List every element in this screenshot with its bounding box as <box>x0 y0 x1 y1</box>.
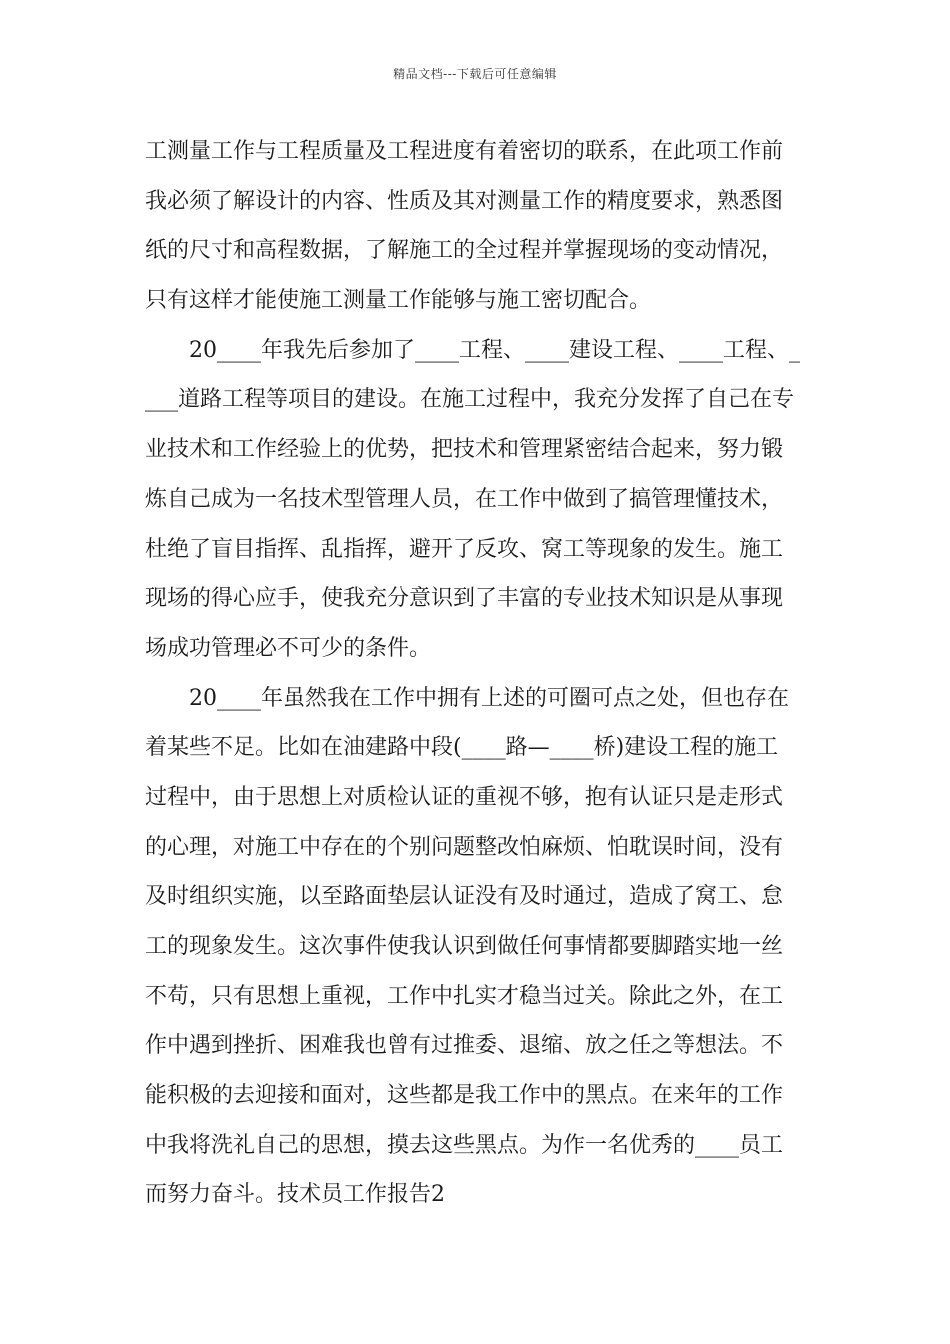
text-line: 场成功管理必不可少的条件。 <box>145 635 432 661</box>
text-line: 杜绝了盲目指挥、乱指挥，避开了反攻、窝工等现象的发生。施工 <box>145 536 784 562</box>
text-line: 工测量工作与工程质量及工程进度有着密切的联系，在此项工作前 <box>145 139 784 164</box>
text-line: 中我将洗礼自己的思想，摸去这些黑点。为作一名优秀的____员工 <box>145 1132 784 1158</box>
text-line: 过程中，由于思想上对质检认证的重视不够，抱有认证只是走形式 <box>145 784 784 810</box>
text-line: 不苟，只有思想上重视，工作中扎实才稳当过关。除此之外，在工 <box>145 983 784 1009</box>
text-line: 20____年我先后参加了____工程、____建设工程、____工程、_ <box>189 337 800 363</box>
text-line: 业技术和工作经验上的优势，把技术和管理紧密结合起来，努力锻 <box>145 437 784 463</box>
text-line: 作中遇到挫折、困难我也曾有过推委、退缩、放之任之等想法。不 <box>145 1033 784 1059</box>
text-line: 纸的尺寸和高程数据，了解施工的全过程并掌握现场的变动情况， <box>145 238 784 264</box>
text-line: 的心理，对施工中存在的个别问题整改怕麻烦、怕耽误时间，没有 <box>145 834 784 860</box>
document-body <box>145 132 810 1225</box>
paragraph-3 <box>145 679 810 1226</box>
text-line: 只有这样才能使施工测量工作能够与施工密切配合。 <box>145 288 652 314</box>
text-line: 20____年虽然我在工作中拥有上述的可圈可点之处，但也存在 <box>189 685 789 711</box>
text-line: 工的现象发生。这次事件使我认识到做任何事情都要脚踏实地一丝 <box>145 934 784 959</box>
paragraph-1 <box>145 132 810 331</box>
paragraph-2 <box>145 331 810 679</box>
text-line: 我必须了解设计的内容、性质及其对测量工作的精度要求，熟悉图 <box>145 188 784 214</box>
text-line: ___道路工程等项目的建设。在施工过程中，我充分发挥了自己在专 <box>145 387 795 413</box>
text-line: 能积极的去迎接和面对，这些都是我工作中的黑点。在来年的工作 <box>145 1083 784 1109</box>
text-line: 现场的得心应手，使我充分意识到了丰富的专业技术知识是从事现 <box>145 586 784 612</box>
page-header: 精品文档---下载后可任意编辑 <box>393 67 557 81</box>
text-line: 而努力奋斗。技术员工作报告2 <box>145 1182 445 1208</box>
text-line: 及时组织实施，以至路面垫层认证没有及时通过，造成了窝工、怠 <box>145 884 784 910</box>
text-line: 着某些不足。比如在油建路中段(____路—____桥)建设工程的施工 <box>145 735 779 761</box>
text-line: 炼自己成为一名技术型管理人员，在工作中做到了搞管理懂技术， <box>145 486 784 512</box>
